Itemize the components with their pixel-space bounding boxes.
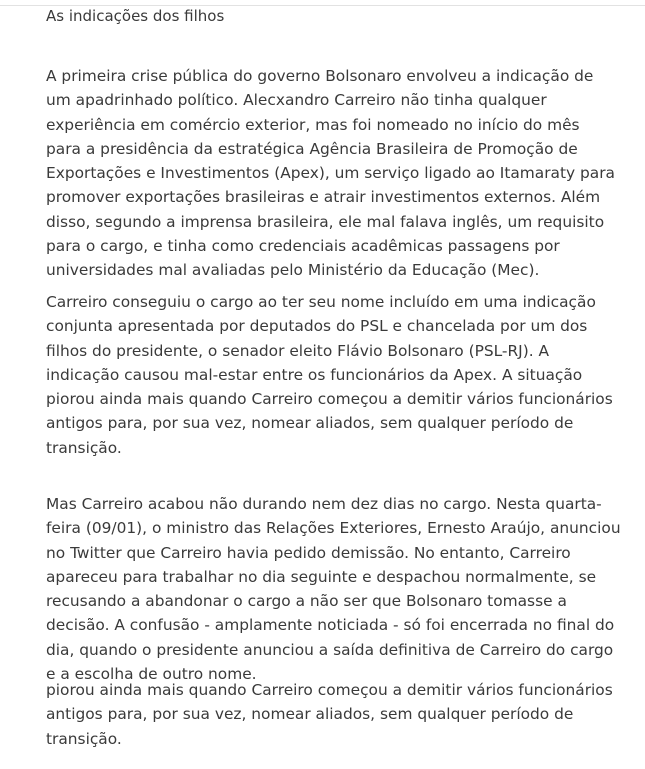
paragraph-resignation: Mas Carreiro acabou não durando nem dez dias no cargo. Nesta quarta- feira (09/01), o ministro das Relações Exteriores, Ernesto Araújo, anunciou no Twitter que Carreiro havia pedido demissão. No entanto, Carreiro apareceu para trabalhar no dia seguinte e despachou normalmente, se recusando a abandonar o cargo a não ser que Bolsonaro tomasse a decisão. A confusão - amplamente noticiada - só foi encerrada no final do dia, quando o presidente anunciou a saída definitiva de Carreiro do cargo e a escolha de outro nome. [46,495,621,684]
paragraph-apex-crisis: A primeira crise pública do governo Bolsonaro envolveu a indicação de um apadrinhado político. Alecxandro Carreiro não tinha qualquer experiência em comércio exterior, mas foi nomeado no início do mês para a presidência da estratégica Agência Brasileira de Promoção de Exportações e Investimentos (Apex), um serviço ligado ao Itamaraty para promover exportações brasileiras e atrair investimentos externos. Além disso, segundo a imprensa brasileira, ele mal falava inglês, um requisito para o cargo, e tinha como credenciais acadêmicas passagens por universidades mal avaliadas pelo Ministério da Educação (Mec). [46,67,615,280]
overlapping-text-fragment [46,681,626,769]
section-heading: As indicações dos filhos [46,7,225,25]
paragraph-psl-indication: Carreiro conseguiu o cargo ao ter seu nome incluído em uma indicação conjunta apresentada por deputados do PSL e chancelada por um dos filhos do presidente, o senador eleito Flávio Bolsonaro (PSL-RJ). A indicação causou mal-estar entre os funcionários da Apex. A situação piorou ainda mais quando Carreiro começou a demitir vários funcionários antigos para, por sua vez, nomear aliados, sem qualquer período de transição. [46,293,613,457]
paragraph-fragment-repeat: piorou ainda mais quando Carreiro começou a demitir vários funcionários antigos para, por sua vez, nomear aliados, sem qualquer período de transição. [46,681,613,748]
